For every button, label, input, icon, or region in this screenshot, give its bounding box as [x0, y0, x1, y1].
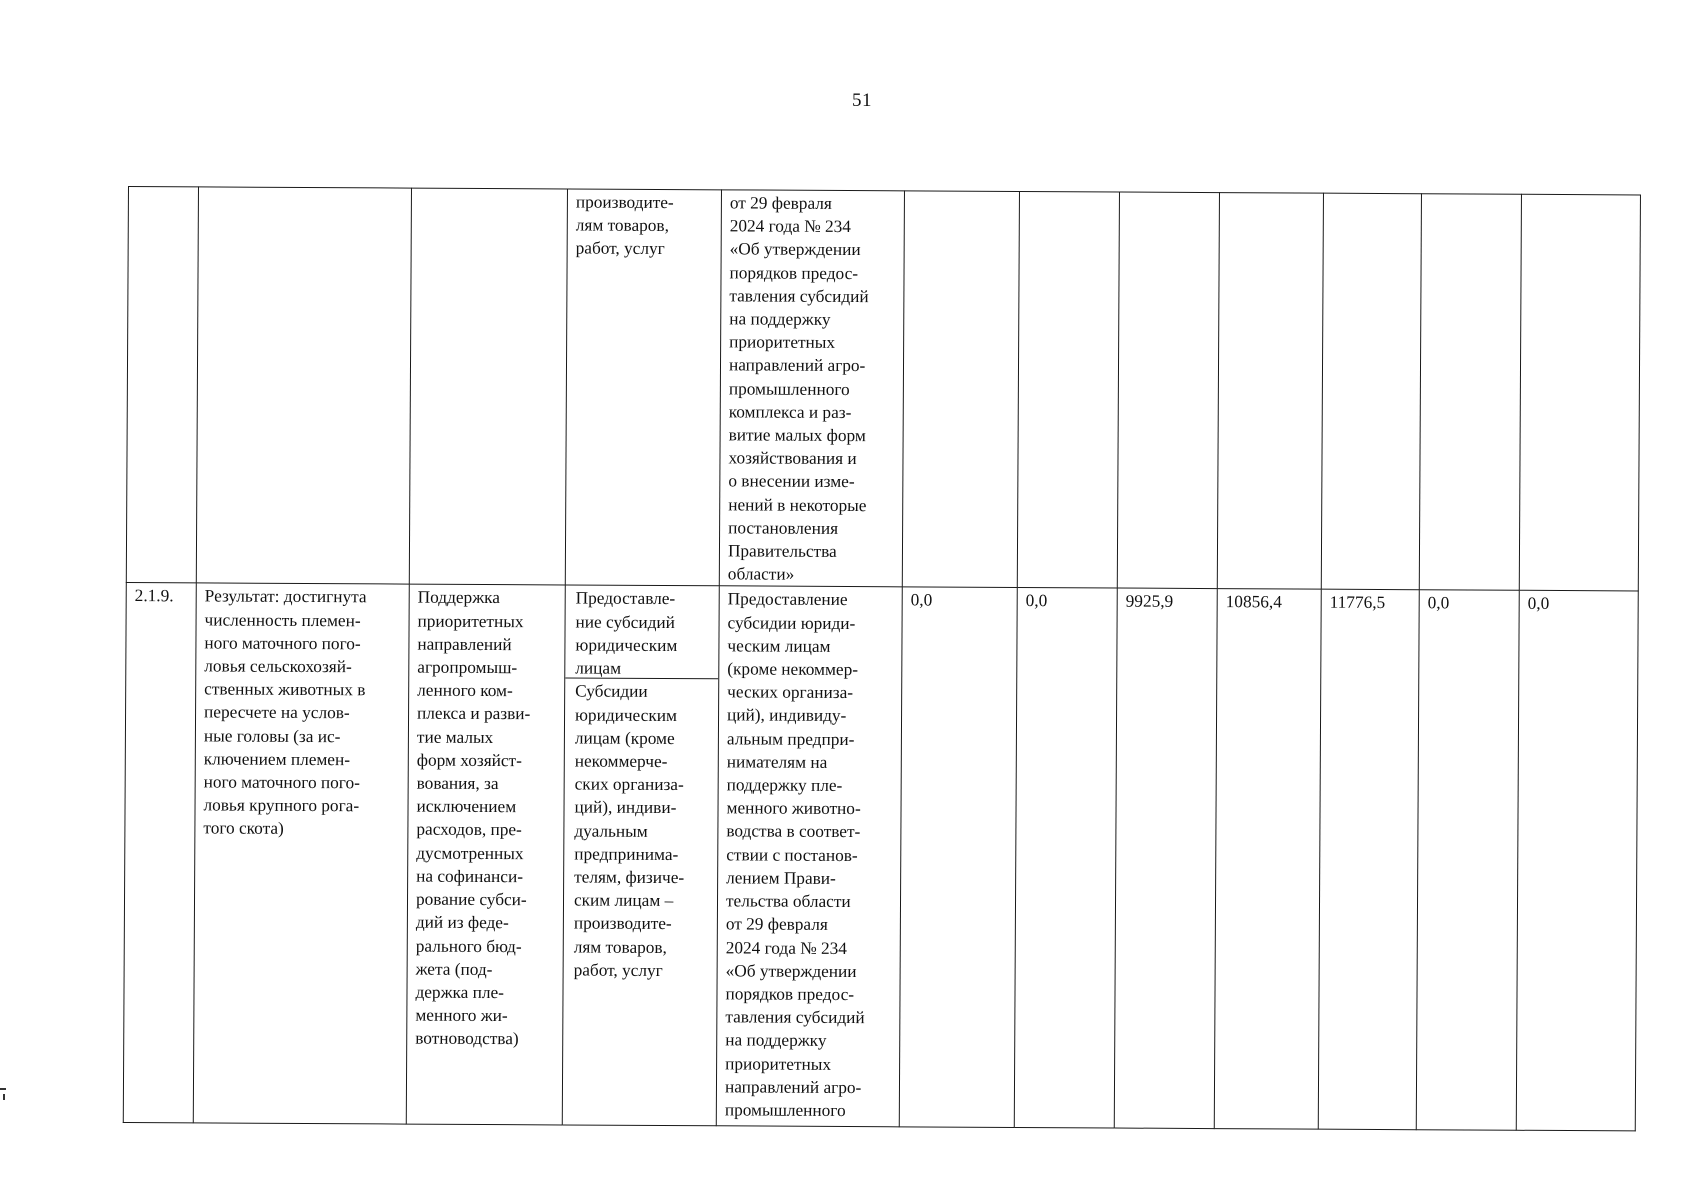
result-cell: Результат: достигнута численность племен- ного маточного пого- ловья сельскохозяй- ственных животных в пересчете на услов- ные головы (за ис- ключением племен- ного маточного пого- ловья крупного рога- того скота): [193, 583, 409, 1124]
value-cell: [902, 191, 1019, 588]
page-number: 51: [852, 90, 872, 111]
value-cell: 11776,5: [1318, 590, 1419, 1131]
value-cell: [1519, 194, 1640, 591]
subsidy-recipients-label: Субсидии юридическим лицам (кроме некоммерче- ских организа- ций), индиви- дуальным предпринима- телям, физиче- ским лицам – производите- лям товаров, работ, услуг: [573, 681, 685, 980]
direction-cell: [409, 188, 567, 585]
value-cell: [1117, 192, 1219, 589]
value-cell: 10856,4: [1214, 589, 1321, 1130]
value-cell: 0,0: [899, 587, 1017, 1128]
measure-type-label: Предоставле- ние субсидий юридическим лицам: [565, 586, 719, 680]
value-cell: [1419, 194, 1521, 591]
row-number-cell: 2.1.9.: [123, 583, 196, 1123]
margin-mark: [0, 1088, 6, 1090]
value-cell: [1321, 193, 1421, 590]
row-number-cell: [126, 187, 198, 584]
value-cell: [1017, 191, 1119, 588]
value-cell: 0,0: [1516, 591, 1638, 1132]
table-row: [123, 583, 1638, 1131]
value-cell: [1217, 193, 1323, 590]
value-cell: 0,0: [1014, 588, 1117, 1129]
margin-mark: [3, 1094, 5, 1100]
description-cell: Предоставление субсидии юриди- ческим лицам (кроме некоммер- ческих организа- ций), индивиду- альным предпри- нимателям на поддержку пле- менного животно- водства в соответ- ствии с постанов- лением Прави- тельства области от 29 февраля 2024 года № 234 «Об утверждении порядков предос- тавления субсидий на поддержку приоритетных направлений агро- промышленного: [716, 586, 902, 1127]
description-cell: от 29 февраля 2024 года № 234 «Об утверждении порядков предос- тавления субсидий на поддержку приоритетных направлений агро- промышленного комплекса и раз- витие малых форм хозяйствования и о внесении изме- нений в некоторые постановления Правительства области»: [719, 190, 904, 587]
direction-cell: Поддержка приоритетных направлений агропромыш- ленного ком- плекса и разви- тие малых форм хозяйст- вования, за исключением расходов, пре- дусмотренных на софинанси- рование субси- дий из феде- рального бюд- жета (под- держка пле- менного жи- вотноводства): [406, 585, 565, 1126]
table-row: [126, 187, 1640, 592]
measure-type-cell: [562, 585, 719, 1126]
value-cell: 9925,9: [1114, 588, 1217, 1129]
program-table: [123, 186, 1641, 1132]
result-cell: [196, 187, 411, 585]
document-sheet: [123, 186, 1640, 1132]
value-cell: 0,0: [1416, 590, 1519, 1131]
measure-type-cell: производите- лям товаров, работ, услуг: [565, 189, 721, 586]
